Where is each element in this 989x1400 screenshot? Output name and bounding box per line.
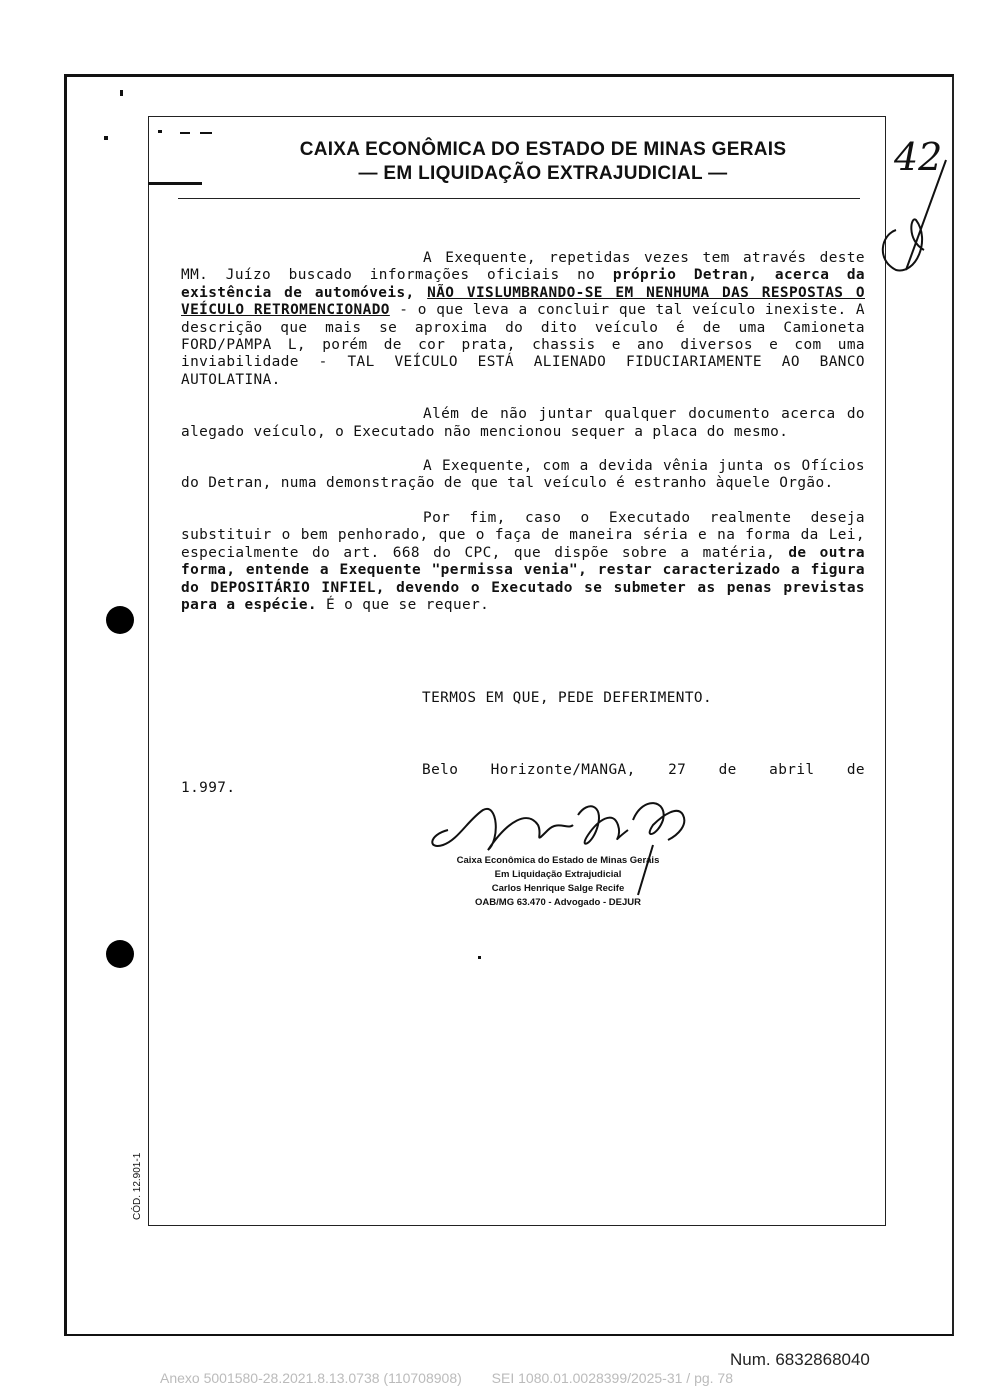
paragraph-2 <box>181 406 865 441</box>
document-number: Num. 6832868040 <box>730 1350 870 1369</box>
annotation-number: 42 <box>894 135 943 179</box>
punch-hole <box>106 940 134 968</box>
paragraph-1 <box>181 250 865 389</box>
scan-mark <box>478 956 481 959</box>
stamp-status: Em Liquidação Extrajudicial <box>494 869 622 880</box>
paragraph-4-part-a: Por fim, caso o Executado realmente deseja substituir o bem penhorado, que o faça de maneira séria e na forma da Lei, especialmente do art. 668 do CPC, que dispõe sobre a matéria, <box>181 509 865 561</box>
scan-mark <box>158 130 162 133</box>
paragraph-4-part-b: de outra forma, entende a Exequente "permissa venia", restar caracterizado a figura do DEPOSITÁRIO INFIEL, devendo o Executado se submeter as penas previstas para a espécie. <box>181 544 865 613</box>
letter-body <box>181 250 865 631</box>
paragraph-4 <box>181 510 865 614</box>
paragraph-3 <box>181 458 865 493</box>
letterhead-line-1: CAIXA ECONÔMICA DO ESTADO DE MINAS GERAIS <box>299 139 787 160</box>
handwritten-annotation <box>876 120 956 284</box>
paragraph-1-part-d: - o que leva a concluir que tal veículo inexiste. A descrição que mais se aproxima do dito veículo é de uma Camioneta FORD/PAMPA L, porém de cor prata, chassis e ano diversos e com uma inviabilidade - TAL VEÍCULO ESTÁ ALIENADO FIDUCIARIAMENTE AO BANCO AUTOLATINA. <box>181 302 865 388</box>
paragraph-1-part-a: A Exequente, repetidas vezes tem através deste MM. Juízo buscado informações oficiais no <box>181 250 865 284</box>
letterhead-title <box>148 138 938 186</box>
scan-mark <box>180 132 190 134</box>
footer-watermark <box>160 1370 733 1386</box>
form-code: CÓD. 12.901-1 <box>132 1152 143 1220</box>
place-date: Belo Horizonte/MANGA, 27 de abril de <box>422 762 865 778</box>
paragraph-1-part-b: próprio Detran, acerca da existência de automóveis, <box>181 267 865 301</box>
scan-mark <box>104 136 108 140</box>
closing-request: TERMOS EM QUE, PEDE DEFERIMENTO. <box>422 690 713 706</box>
punch-hole <box>106 606 134 634</box>
stamp-registration: OAB/MG 63.470 - Advogado - DEJUR <box>475 897 641 908</box>
signature-stamp <box>440 854 676 910</box>
handwritten-mark-icon <box>876 120 956 280</box>
year: 1.997. <box>181 780 236 796</box>
scan-mark <box>120 90 123 96</box>
paragraph-4-part-c: É o que se requer. <box>326 596 490 613</box>
paragraph-2-text: Além de não juntar qualquer documento acerca do alegado veículo, o Executado não mencionou sequer a placa do mesmo. <box>181 406 865 440</box>
paragraph-1-emphasis: NÃO VISLUMBRANDO-SE EM NENHUMA DAS RESPOSTAS O VEÍCULO RETROMENCIONADO <box>181 284 865 319</box>
header-rule <box>178 198 860 199</box>
scan-mark <box>200 132 212 134</box>
letterhead-line-2: — EM LIQUIDAÇÃO EXTRAJUDICIAL — <box>358 163 728 184</box>
stamp-institution: Caixa Econômica do Estado de Minas Gerais <box>456 855 660 866</box>
paragraph-3-text: A Exequente, com a devida vênia junta os Ofícios do Detran, numa demonstração de que tal veículo é estranho àquele Orgão. <box>181 458 865 492</box>
footer-annex: Anexo 5001580-28.2021.8.13.0738 (110708908) <box>160 1370 462 1386</box>
footer-sei: SEI 1080.01.0028399/2025-31 / pg. 78 <box>491 1370 733 1386</box>
stamp-signer: Carlos Henrique Salge Recife <box>491 883 625 894</box>
